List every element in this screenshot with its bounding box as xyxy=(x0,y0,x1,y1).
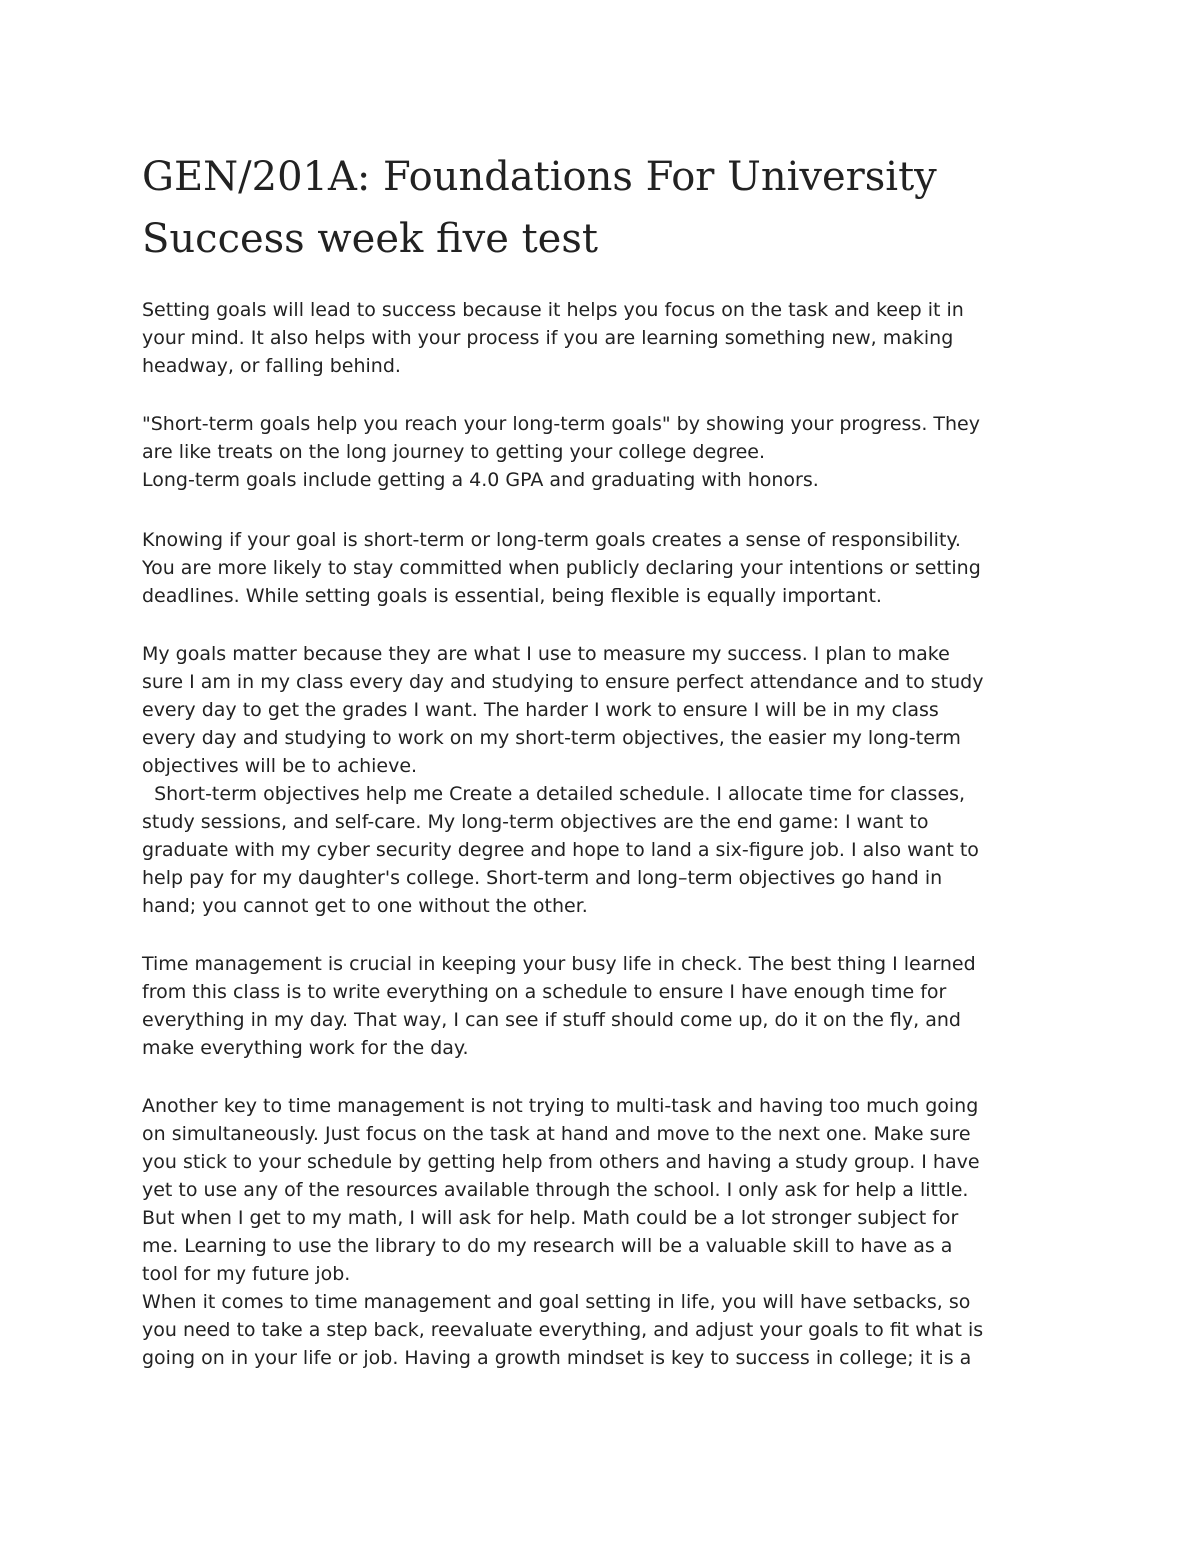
document-title xyxy=(142,146,1067,270)
text-line: tool for my future job. xyxy=(142,1263,351,1285)
text-line: Short-term objectives help me Create a detailed schedule. I allocate time for classes, xyxy=(142,783,966,805)
text-line: You are more likely to stay committed when publicly declaring your intentions or setting xyxy=(142,557,981,579)
text-line: sure I am in my class every day and studying to ensure perfect attendance and to study xyxy=(142,671,984,693)
text-line: deadlines. While setting goals is essential, being flexible is equally important. xyxy=(142,585,882,607)
text-line: study sessions, and self-care. My long-term objectives are the end game: I want to xyxy=(142,811,929,833)
title-line: Success week five test xyxy=(142,216,598,262)
text-line: help pay for my daughter's college. Short-term and long–term objectives go hand in xyxy=(142,867,943,889)
paragraph-spacer xyxy=(142,1062,1067,1092)
paragraph-responsibility xyxy=(142,526,1067,610)
text-line: make everything work for the day. xyxy=(142,1037,469,1059)
text-line: headway, or falling behind. xyxy=(142,355,401,377)
text-line: When it comes to time management and goal setting in life, you will have setbacks, so xyxy=(142,1291,971,1313)
document-content xyxy=(142,146,1067,1372)
paragraph-time-management xyxy=(142,950,1067,1062)
text-line: every day and studying to work on my short-term objectives, the easier my long-term xyxy=(142,727,961,749)
paragraph-spacer xyxy=(142,380,1067,410)
paragraph-spacer xyxy=(142,920,1067,950)
paragraph-multitask xyxy=(142,1092,1067,1372)
text-line: Knowing if your goal is short-term or long-term goals creates a sense of responsibility. xyxy=(142,529,961,551)
text-line: going on in your life or job. Having a growth mindset is key to success in college; it is a xyxy=(142,1347,972,1369)
text-line: me. Learning to use the library to do my research will be a valuable skill to have as a xyxy=(142,1235,953,1257)
text-line: everything in my day. That way, I can see if stuff should come up, do it on the fly, and xyxy=(142,1009,961,1031)
text-line: every day to get the grades I want. The harder I work to ensure I will be in my class xyxy=(142,699,939,721)
text-line: are like treats on the long journey to getting your college degree. xyxy=(142,441,766,463)
text-line: Another key to time management is not trying to multi-task and having too much going xyxy=(142,1095,979,1117)
text-line: My goals matter because they are what I use to measure my success. I plan to make xyxy=(142,643,950,665)
text-line: objectives will be to achieve. xyxy=(142,755,418,777)
text-line: you need to take a step back, reevaluate everything, and adjust your goals to fit what is xyxy=(142,1319,984,1341)
text-line: you stick to your schedule by getting help from others and having a study group. I have xyxy=(142,1151,980,1173)
text-line: But when I get to my math, I will ask for help. Math could be a lot stronger subject for xyxy=(142,1207,959,1229)
text-line: Long-term goals include getting a 4.0 GPA and graduating with honors. xyxy=(142,469,819,491)
text-line: yet to use any of the resources available through the school. I only ask for help a little. xyxy=(142,1179,969,1201)
paragraph-short-term-goals xyxy=(142,410,1067,494)
text-line: graduate with my cyber security degree and hope to land a six-figure job. I also want to xyxy=(142,839,979,861)
text-line: Setting goals will lead to success because it helps you focus on the task and keep it in xyxy=(142,299,964,321)
paragraph-goals-success xyxy=(142,296,1067,380)
text-line: your mind. It also helps with your process if you are learning something new, making xyxy=(142,327,954,349)
paragraph-spacer xyxy=(142,610,1067,640)
paragraph-spacer xyxy=(142,494,1067,526)
text-line: hand; you cannot get to one without the other. xyxy=(142,895,588,917)
text-line: from this class is to write everything on a schedule to ensure I have enough time for xyxy=(142,981,947,1003)
title-line: GEN/201A: Foundations For University xyxy=(142,154,937,200)
paragraph-my-goals xyxy=(142,640,1067,920)
text-line: on simultaneously. Just focus on the task at hand and move to the next one. Make sure xyxy=(142,1123,971,1145)
text-line: Time management is crucial in keeping your busy life in check. The best thing I learned xyxy=(142,953,976,975)
text-line: "Short-term goals help you reach your long-term goals" by showing your progress. They xyxy=(142,413,980,435)
